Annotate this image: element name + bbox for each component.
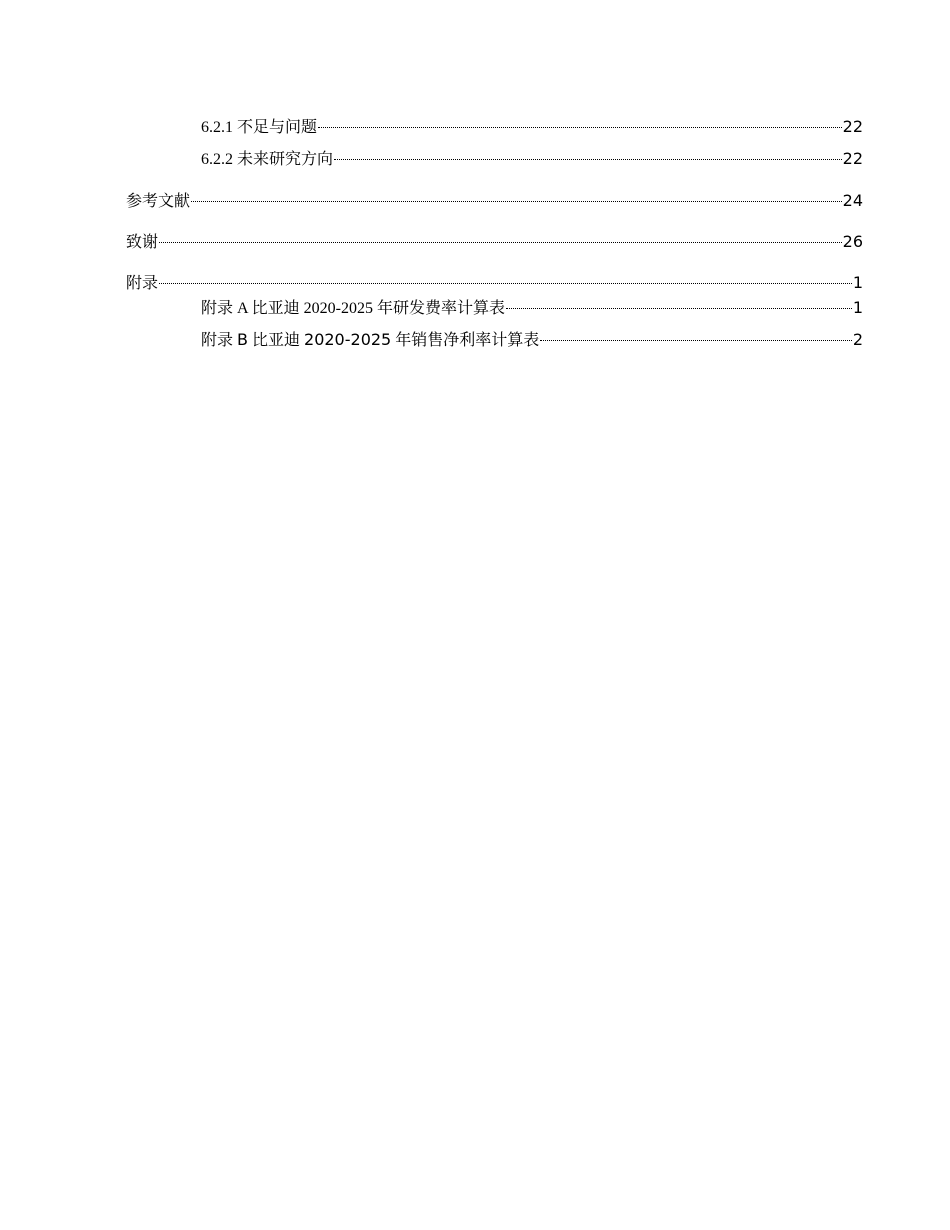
label-part: 附录: [201, 332, 238, 349]
dot-leader: [159, 283, 852, 284]
toc-entry-page-number: 24: [842, 191, 863, 210]
toc-entry-6-2-1[interactable]: [126, 116, 863, 139]
toc-entry-label: 致谢: [126, 232, 159, 251]
toc-entry-label: 6.2.2 未来研究方向: [201, 151, 334, 168]
dot-leader: [318, 127, 842, 128]
toc-entry-label: 参考文献: [126, 191, 191, 210]
toc-entry-label: 附录 A 比亚迪 2020-2025 年研发费率计算表: [201, 300, 506, 317]
toc-entry-appendix[interactable]: [126, 272, 863, 294]
dot-leader: [159, 242, 842, 243]
toc-entry-references[interactable]: [126, 190, 863, 212]
toc-entry-appendix-b[interactable]: [126, 329, 863, 352]
label-part-sans: 2020-2025: [304, 330, 392, 349]
dot-leader: [334, 159, 842, 160]
label-part: 比亚迪: [248, 332, 305, 349]
dot-leader: [540, 340, 852, 341]
toc-entry-label: 6.2.1 不足与问题: [201, 119, 318, 136]
toc-entry-label: 附录: [126, 273, 159, 292]
dot-leader: [506, 308, 852, 309]
label-part-sans: B: [237, 330, 248, 349]
toc-entry-acknowledgements[interactable]: [126, 231, 863, 253]
toc-entry-appendix-a[interactable]: [126, 297, 863, 320]
toc-entry-page-number: 22: [842, 117, 863, 136]
toc-entry-6-2-2[interactable]: [126, 148, 863, 171]
toc-entry-label: [201, 329, 539, 352]
toc-entry-page-number: 2: [852, 330, 863, 349]
toc-entry-page-number: 26: [842, 232, 863, 251]
dot-leader: [191, 201, 842, 202]
table-of-contents: [126, 116, 863, 352]
toc-entry-page-number: 22: [842, 149, 863, 168]
toc-entry-page-number: 1: [852, 298, 863, 317]
toc-entry-page-number: 1: [852, 273, 863, 292]
label-part: 年销售净利率计算表: [391, 332, 540, 349]
